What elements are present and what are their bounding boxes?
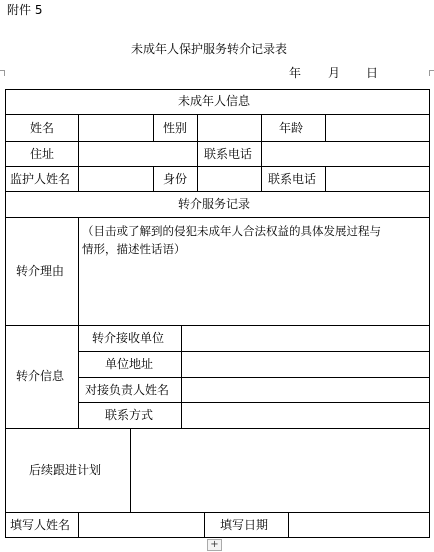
crop-mark-left-v [4,70,5,76]
label-filler-name: 填写人姓名 [10,518,71,532]
row-line [5,428,430,429]
label-name: 姓名 [30,121,55,135]
label-unit-address: 单位地址 [105,357,154,371]
row-line [5,141,430,142]
section-minor-info: 未成年人信息 [178,94,251,108]
col-line [197,166,198,191]
col-line [153,114,154,141]
add-row-button[interactable] [207,539,222,551]
label-identity: 身份 [163,172,188,186]
label-phone: 联系电话 [204,147,253,161]
label-fill-date: 填写日期 [220,518,269,532]
label-receiving-unit: 转介接收单位 [92,331,165,345]
row-line [78,351,430,352]
row-line [5,191,430,192]
col-line [288,512,289,538]
label-followup-plan: 后续跟进计划 [29,463,102,477]
label-guardian-phone: 联系电话 [268,172,317,186]
date-year: 年 [289,66,302,80]
label-contact-method: 联系方式 [105,408,154,422]
form-title: 未成年人保护服务转介记录表 [131,42,288,56]
referral-reason-hint: 情形，描述性话语） [82,242,186,256]
date-month: 月 [328,66,341,80]
label-referral-reason: 转介理由 [16,264,65,278]
label-address: 住址 [30,147,55,161]
col-line [261,141,262,166]
col-line [130,428,131,512]
row-line [5,512,430,513]
row-line [78,402,430,403]
row-line [78,377,430,378]
col-line [325,166,326,191]
col-line [429,89,430,538]
crop-mark-right-v [429,70,430,76]
row-line [5,537,430,538]
plus-icon: + [210,539,219,550]
col-line [197,141,198,166]
referral-reason-hint: （目击或了解到的侵犯未成年人合法权益的具体发展过程与 [82,224,381,238]
col-line [78,114,79,192]
label-referral-info: 转介信息 [16,369,65,383]
label-contact-person: 对接负责人姓名 [85,383,170,397]
col-line [261,114,262,141]
row-line [5,166,430,167]
date-day: 日 [366,66,379,80]
section-service-record: 转介服务记录 [178,197,251,211]
col-line [153,166,154,191]
col-line [5,89,6,538]
label-guardian-name: 监护人姓名 [10,172,71,186]
col-line [78,217,79,428]
row-line [5,325,430,326]
col-line [197,114,198,141]
col-line [261,166,262,191]
row-line [5,89,430,90]
col-line [78,512,79,538]
row-line [5,114,430,115]
col-line [204,512,205,538]
col-line [181,325,182,428]
attachment-label: 附件 5 [7,3,43,17]
label-age: 年龄 [279,121,304,135]
row-line [5,217,430,218]
label-gender: 性别 [163,121,188,135]
col-line [325,114,326,141]
